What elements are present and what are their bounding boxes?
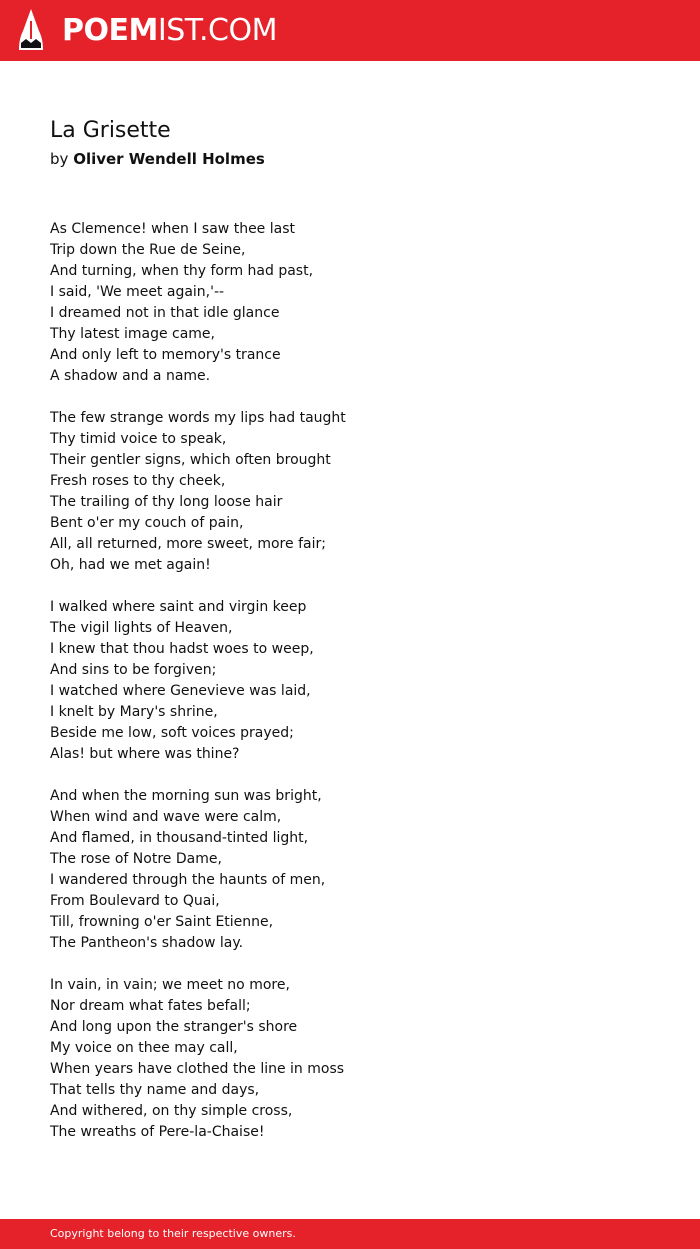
poem-line: A shadow and a name. [50,368,211,384]
poem-line: When years have clothed the line in moss [50,1061,345,1077]
poem-line: I knelt by Mary's shrine, [50,704,218,720]
pen-nib-icon[interactable] [17,9,45,52]
poem-line: Bent o'er my couch of pain, [50,515,244,531]
poem-line: I said, 'We meet again,'-- [50,284,225,300]
poem-line: And sins to be forgiven; [50,662,217,678]
poem-line: That tells thy name and days, [50,1082,260,1098]
site-footer [0,1219,700,1249]
site-header [0,0,700,61]
poem-line: I watched where Genevieve was laid, [50,683,311,699]
poem-line: I wandered through the haunts of men, [50,872,326,888]
poem-line: Thy latest image came, [50,326,215,342]
poem-line: Their gentler signs, which often brought [50,452,331,468]
copyright-notice: Copyright belong to their respective owners. [50,1227,296,1240]
poem-line: Trip down the Rue de Seine, [50,242,246,258]
poem-line: The trailing of thy long loose hair [50,494,283,510]
poem-line: All, all returned, more sweet, more fair; [50,536,326,552]
poem-line: Till, frowning o'er Saint Etienne, [50,914,274,930]
poem-line: The wreaths of Pere-la-Chaise! [50,1124,265,1140]
poem-title: La Grisette [50,118,171,143]
site-logo-text[interactable] [62,11,277,51]
poem-line: The rose of Notre Dame, [50,851,222,867]
stanza [50,597,650,765]
poem-line: Fresh roses to thy cheek, [50,473,226,489]
poem-line: Beside me low, soft voices prayed; [50,725,294,741]
poem-line: Thy timid voice to speak, [50,431,227,447]
poem-line: And withered, on thy simple cross, [50,1103,293,1119]
poem-line: When wind and wave were calm, [50,809,282,825]
stanza [50,786,650,954]
poem-line: And long upon the stranger's shore [50,1019,298,1035]
poem-line: And only left to memory's trance [50,347,281,363]
poem-line: As Clemence! when I saw thee last [50,221,295,237]
poem-line: I knew that thou hadst woes to weep, [50,641,314,657]
brand-bold: POEM [62,13,158,48]
poem-line: The Pantheon's shadow lay. [50,935,244,951]
poem-line: Nor dream what fates befall; [50,998,251,1014]
author-name: Oliver Wendell Holmes [73,150,265,168]
brand-light: IST.COM [157,13,277,48]
poem-line: And when the morning sun was bright, [50,788,322,804]
poem-line: Oh, had we met again! [50,557,211,573]
stanza [50,408,650,576]
poem-line: The vigil lights of Heaven, [50,620,233,636]
poem-body [50,219,650,1164]
stanza [50,219,650,387]
poem-line: Alas! but where was thine? [50,746,240,762]
poem-byline [50,148,265,170]
poem-line: And flamed, in thousand-tinted light, [50,830,309,846]
poem-line: My voice on thee may call, [50,1040,238,1056]
poem-line: And turning, when thy form had past, [50,263,314,279]
poem-line: The few strange words my lips had taught [50,410,346,426]
poem-line: In vain, in vain; we meet no more, [50,977,290,993]
poem-line: From Boulevard to Quai, [50,893,220,909]
poem-line: I walked where saint and virgin keep [50,599,307,615]
poem-line: I dreamed not in that idle glance [50,305,280,321]
byline-prefix: by [50,150,69,168]
stanza [50,975,650,1143]
